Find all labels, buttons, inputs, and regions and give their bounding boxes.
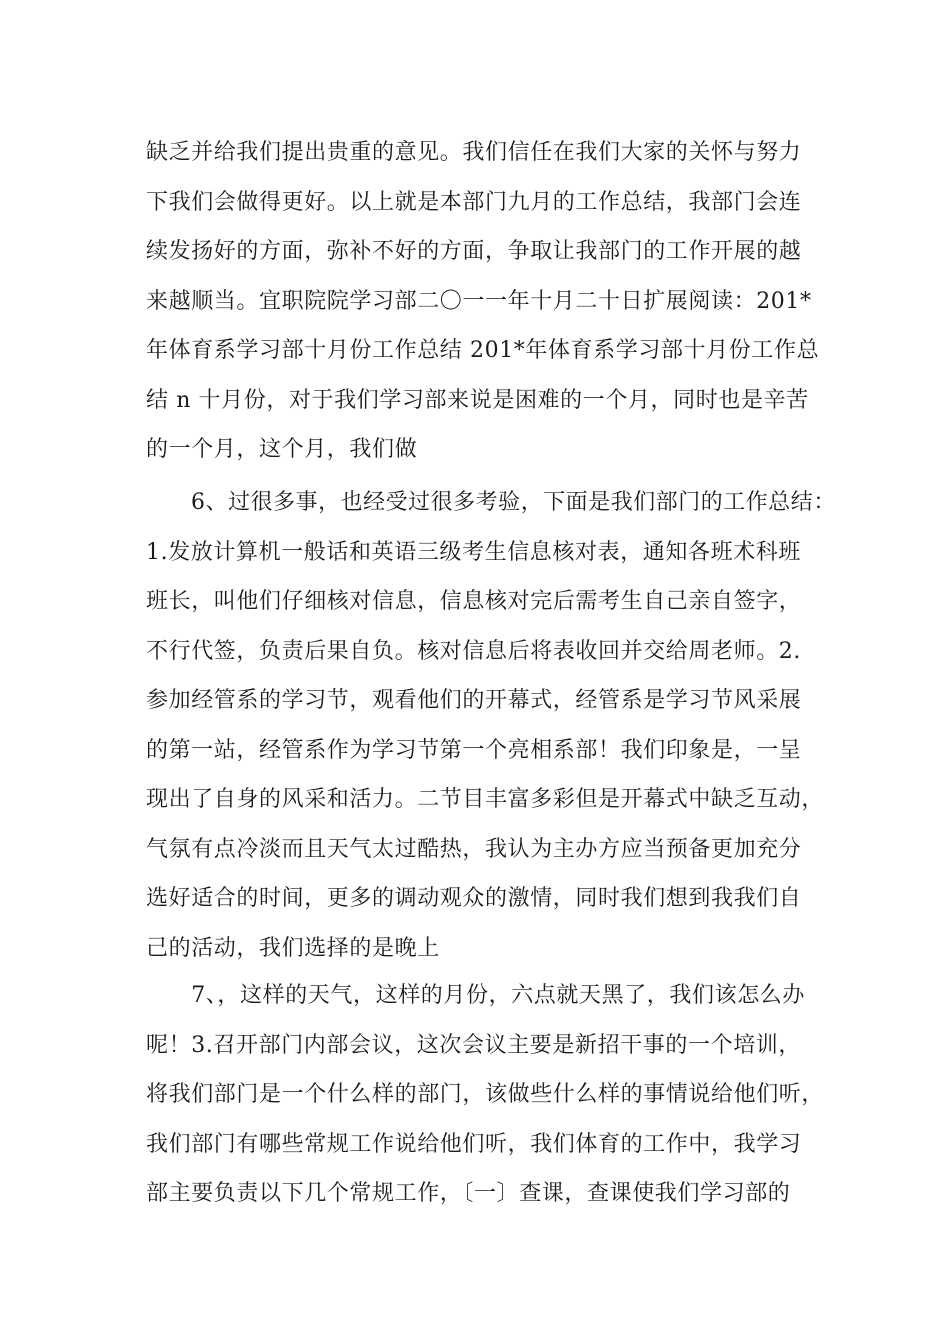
text-line: 续发扬好的方面，弥补不好的方面，争取让我部门的工作开展的越 [146, 239, 802, 264]
text-line: 选好适合的时间，更多的调动观众的激情，同时我们想到我我们自 [146, 886, 802, 911]
text-line: 的一个月，这个月，我们做 [146, 437, 418, 462]
text-line: 年体育系学习部十月份工作总结 201*年体育系学习部十月份工作总 [146, 338, 820, 363]
paragraph-2 [146, 478, 836, 973]
text-line: 来越顺当。宜职院院学习部二〇一一年十月二十日扩展阅读：201* [146, 288, 812, 314]
text-line: 气氛有点冷淡而且天气太过酷热，我认为主办方应当预备更加充分 [146, 836, 802, 862]
paragraph-3 [146, 971, 836, 1219]
text-line: 的第一站，经管系作为学习节第一个亮相系部！我们印象是，一呈 [146, 737, 802, 763]
text-line: 结 n 十月份，对于我们学习部来说是困难的一个月，同时也是辛苦 [146, 387, 809, 413]
text-line: 下我们会做得更好。以上就是本部门九月的工作总结，我部门会连 [146, 189, 802, 215]
text-line: 不行代签，负责后果自负。核对信息后将表收回并交给周老师。2. [146, 638, 801, 664]
paragraph-1 [146, 128, 836, 475]
text-line: 参加经管系的学习节，观看他们的开幕式，经管系是学习节风采展 [146, 688, 802, 713]
text-line: 部主要负责以下几个常规工作，〔一〕查课，查课使我们学习部的 [146, 1181, 791, 1206]
text-line: 缺乏并给我们提出贵重的意见。我们信任在我们大家的关怀与努力 [146, 140, 802, 165]
text-line: 1.发放计算机一般话和英语三级考生信息核对表，通知各班术科班 [146, 539, 801, 565]
text-line: 呢！3.召开部门内部会议，这次会议主要是新招干事的一个培训， [146, 1032, 801, 1058]
text-line: 班长，叫他们仔细核对信息，信息核对完后需考生自己亲自签字， [146, 589, 802, 614]
text-line: 7、，这样的天气，这样的月份，六点就天黑了，我们该怎么办 [146, 983, 805, 1008]
text-line: 6、过很多事，也经受过很多考验，下面是我们部门的工作总结： [146, 490, 836, 515]
text-line: 我们部门有哪些常规工作说给他们听，我们体育的工作中，我学习 [146, 1131, 802, 1157]
text-line: 将我们部门是一个什么样的部门，该做些什么样的事情说给他们听， [146, 1082, 825, 1107]
text-line: 现出了自身的风采和活力。二节目丰富多彩但是开幕式中缺乏互动， [146, 787, 825, 812]
text-line: 己的活动，我们选择的是晚上 [146, 935, 440, 961]
